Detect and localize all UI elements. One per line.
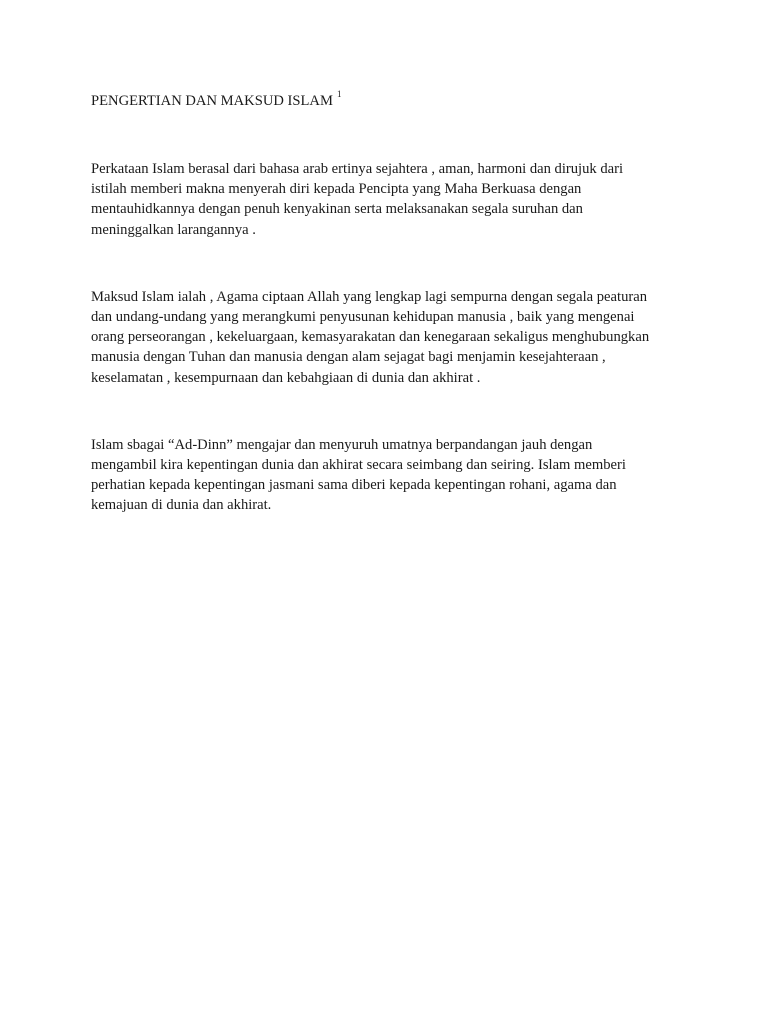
paragraph-line: mengambil kira kepentingan dunia dan akhirat secara seimbang dan seiring. Islam memberi [91, 457, 626, 474]
document-title [91, 91, 691, 111]
paragraph-line: manusia dengan Tuhan dan manusia dengan alam sejagat bagi menjamin kesejahteraan , [91, 349, 606, 366]
paragraph-line: dan undang-undang yang merangkumi penyusunan kehidupan manusia , baik yang mengenai [91, 309, 635, 326]
document-title-text: PENGERTIAN DAN MAKSUD ISLAM [91, 93, 333, 109]
paragraph-line: keselamatan , kesempurnaan dan kebahgiaan di dunia dan akhirat . [91, 369, 481, 386]
document-body [91, 91, 691, 516]
paragraph-line: Maksud Islam ialah , Agama ciptaan Allah yang lengkap lagi sempurna dengan segala peaturan [91, 288, 648, 305]
paragraph-line: mentauhidkannya dengan penuh kenyakinan serta melaksanakan segala suruhan dan [91, 201, 583, 218]
paragraph-line: istilah memberi makna menyerah diri kepada Pencipta yang Maha Berkuasa dengan [91, 181, 582, 198]
paragraph-line: Perkataan Islam berasal dari bahasa arab ertinya sejahtera , aman, harmoni dan dirujuk dari [91, 161, 624, 177]
paragraph-line: orang perseorangan , kekeluargaan, kemasyarakatan dan kenegaraan sekaligus menghubungkan [91, 329, 650, 346]
paragraph-line: meninggalkan larangannya . [91, 221, 256, 238]
paragraph-2 [91, 287, 691, 388]
footnote-reference: 1 [336, 89, 342, 100]
paragraph-line: perhatian kepada kepentingan jasmani sama diberi kepada kepentingan rohani, agama dan [91, 477, 617, 494]
paragraph-line: kemajuan di dunia dan akhirat. [91, 497, 272, 514]
paragraph-line: Islam sbagai “Ad-Dinn” mengajar dan menyuruh umatnya berpandangan jauh dengan [91, 436, 593, 453]
paragraph-3 [91, 435, 691, 516]
paragraph-1 [91, 159, 691, 240]
